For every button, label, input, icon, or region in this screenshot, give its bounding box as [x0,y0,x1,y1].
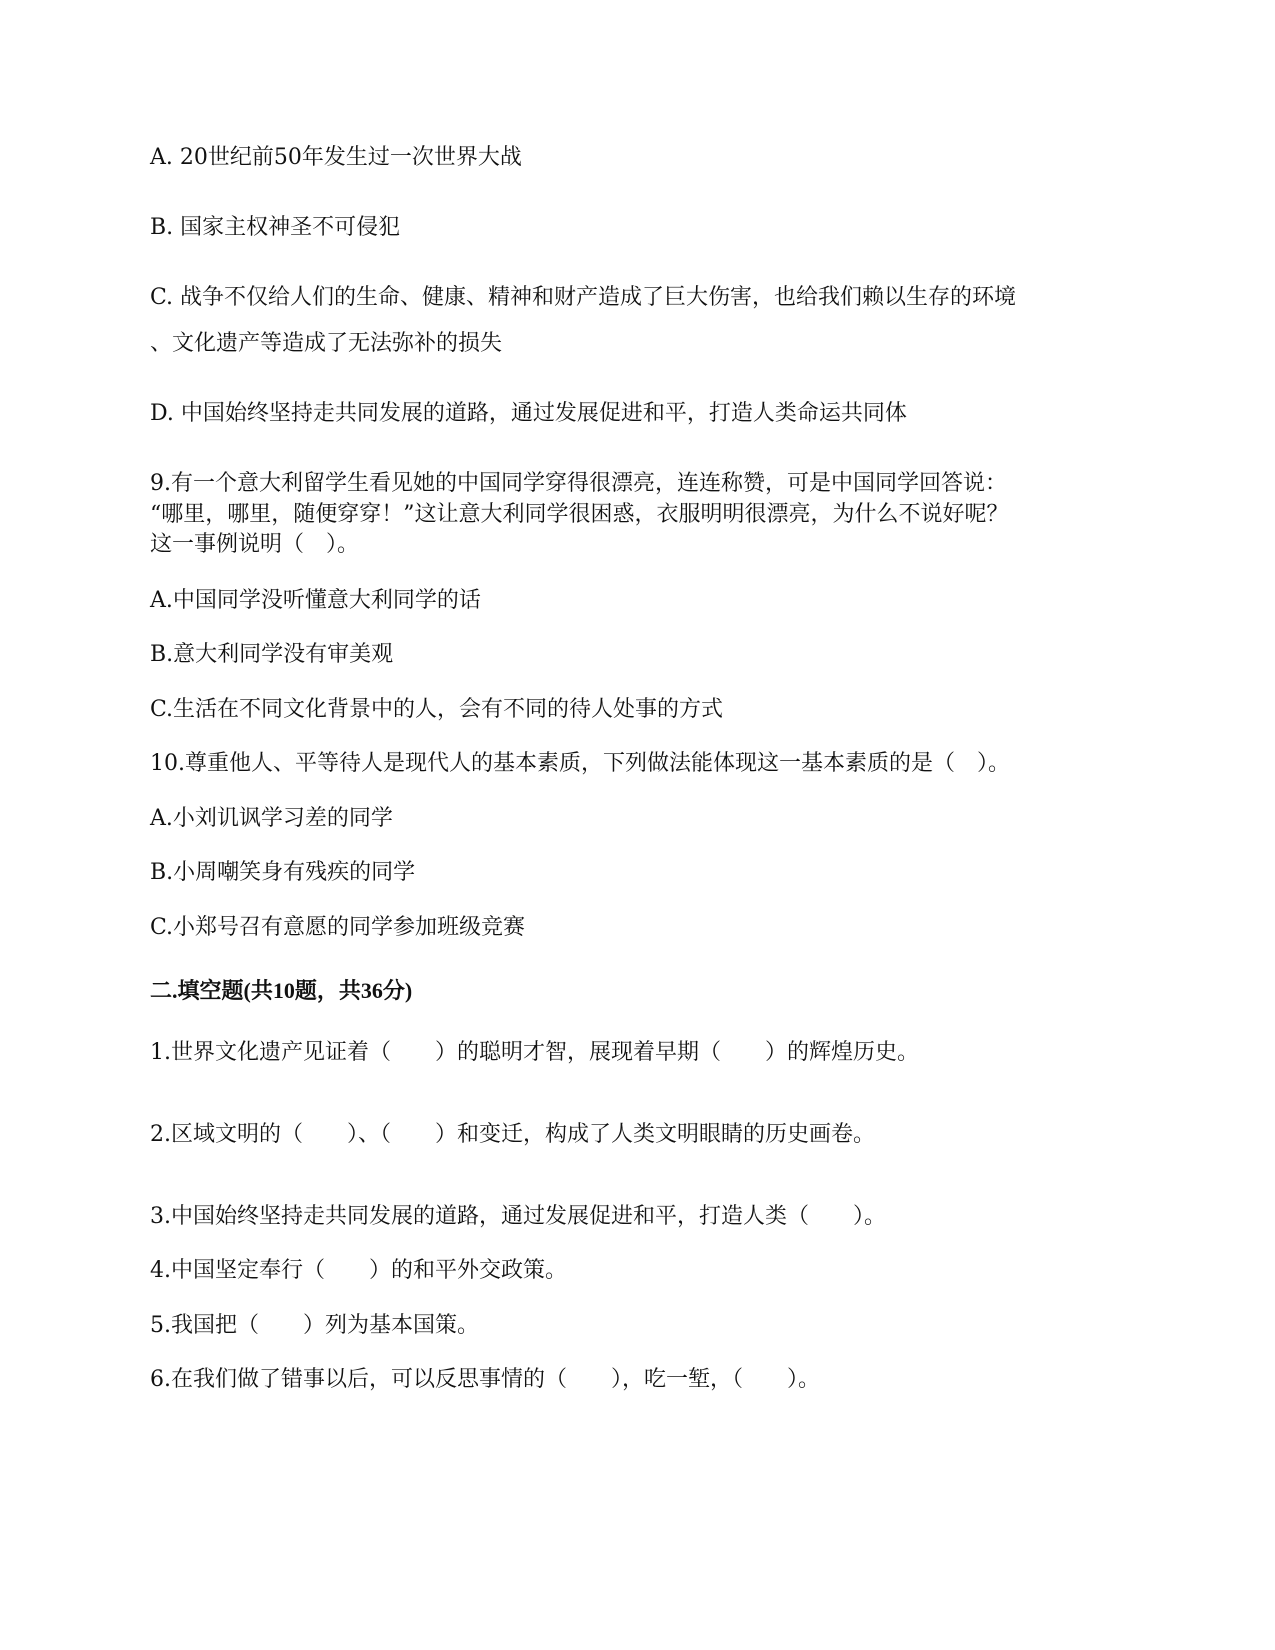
fill-blank-item-5: 5.我国把（ ）列为基本国策。 [150,1313,479,1338]
q9-stem-line2: “哪里，哪里，随便穿穿！”这让意大利同学很困惑，衣服明明很漂亮，为什么不说好呢？ [150,502,1009,527]
q10-stem: 10.尊重他人、平等待人是现代人的基本素质，下列做法能体现这一基本素质的是（ ）。 [150,751,1010,776]
q8-option-d: D. 中国始终坚持走共同发展的道路，通过发展促进和平，打造人类命运共同体 [150,401,907,426]
q10-option-b: B.小周嘲笑身有残疾的同学 [150,860,416,885]
q8-option-c-line1: C. 战争不仅给人们的生命、健康、精神和财产造成了巨大伤害，也给我们赖以生存的环境 [150,285,1017,310]
section-heading: 二.填空题(共10题，共36分) [150,978,413,1003]
fill-blank-item-1: 1.世界文化遗产见证着（ ）的聪明才智，展现着早期（ ）的辉煌历史。 [150,1040,919,1065]
q9-stem-line1: 9.有一个意大利留学生看见她的中国同学穿得很漂亮，连连称赞，可是中国同学回答说： [150,471,1007,496]
q9-stem-line3: 这一事例说明（ ）。 [150,532,360,557]
q9-option-c: C.生活在不同文化背景中的人，会有不同的待人处事的方式 [150,697,724,722]
fill-blank-item-6: 6.在我们做了错事以后，可以反思事情的（ ），吃一堑，（ ）。 [150,1367,820,1392]
q10-option-c: C.小郑号召有意愿的同学参加班级竞赛 [150,915,526,940]
q9-option-b: B.意大利同学没有审美观 [150,642,394,667]
fill-blank-item-2: 2.区域文明的（ ）、（ ）和变迁，构成了人类文明眼睛的历史画卷。 [150,1122,875,1147]
q8-option-c-line2: 、文化遗产等造成了无法弥补的损失 [150,331,503,356]
fill-blank-item-4: 4.中国坚定奉行（ ）的和平外交政策。 [150,1258,567,1283]
q8-option-b: B. 国家主权神圣不可侵犯 [150,215,401,240]
fill-blank-item-3: 3.中国始终坚持走共同发展的道路，通过发展促进和平，打造人类（ ）。 [150,1204,886,1229]
q10-option-a: A.小刘讥讽学习差的同学 [150,806,393,831]
q9-option-a: A.中国同学没听懂意大利同学的话 [150,588,481,613]
q8-option-a: A. 20世纪前50年发生过一次世界大战 [150,145,522,170]
